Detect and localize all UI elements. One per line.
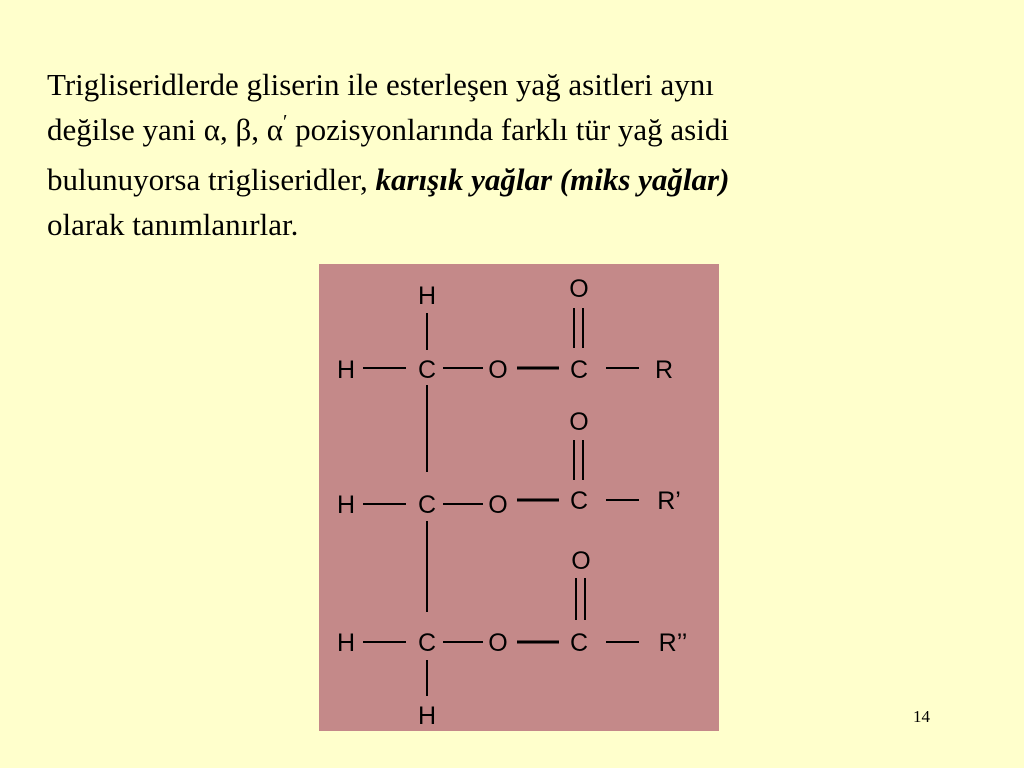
- row2-r-group: R’: [657, 487, 681, 515]
- row2-carbonyl-oxygen-atom: O: [569, 408, 589, 436]
- row1-carbon-atom: C: [417, 356, 437, 384]
- alpha-symbol: α: [203, 112, 220, 147]
- bottom-hydrogen-atom: H: [417, 702, 437, 730]
- row1-r-group: R: [654, 356, 674, 384]
- body-paragraph: [47, 62, 987, 247]
- row1-carbonyl-carbon-atom: C: [569, 356, 589, 384]
- row1-oxygen-atom: O: [488, 356, 508, 384]
- row3-oxygen-atom: O: [488, 629, 508, 657]
- row3-carbonyl-carbon-atom: C: [569, 629, 589, 657]
- separator-comma: ,: [251, 112, 267, 147]
- row1-carbonyl-oxygen-atom: O: [569, 275, 589, 303]
- triglyceride-structure-diagram: [319, 264, 719, 731]
- paragraph-line-1: Trigliseridlerde gliserin ile esterleşen yağ asitleri aynı: [47, 67, 714, 102]
- top-hydrogen-atom: H: [417, 282, 437, 310]
- paragraph-line-2-end: pozisyonlarında farklı tür yağ asidi: [287, 112, 729, 147]
- separator-comma: ,: [219, 112, 236, 147]
- paragraph-line-4: olarak tanımlanırlar.: [47, 207, 299, 242]
- row3-r-group: R’’: [658, 629, 688, 657]
- row2-carbon-atom: C: [417, 491, 437, 519]
- row3-hydrogen-atom: H: [336, 629, 356, 657]
- row2-hydrogen-atom: H: [336, 491, 356, 519]
- prime-mark: ′: [282, 111, 288, 133]
- alpha-prime-symbol: α: [266, 112, 283, 147]
- row3-carbonyl-oxygen-atom: O: [571, 547, 591, 575]
- row2-carbonyl-carbon-atom: C: [569, 487, 589, 515]
- row2-oxygen-atom: O: [488, 491, 508, 519]
- emphasized-term: karışık yağlar (miks yağlar): [375, 162, 730, 197]
- beta-symbol: β: [235, 112, 252, 147]
- structure-svg: [319, 264, 719, 731]
- paragraph-line-3-start: bulunuyorsa trigliseridler,: [47, 162, 376, 197]
- paragraph-line-2-start: değilse yani: [47, 112, 204, 147]
- row1-hydrogen-atom: H: [336, 356, 356, 384]
- page-number: 14: [913, 707, 930, 726]
- row3-carbon-atom: C: [417, 629, 437, 657]
